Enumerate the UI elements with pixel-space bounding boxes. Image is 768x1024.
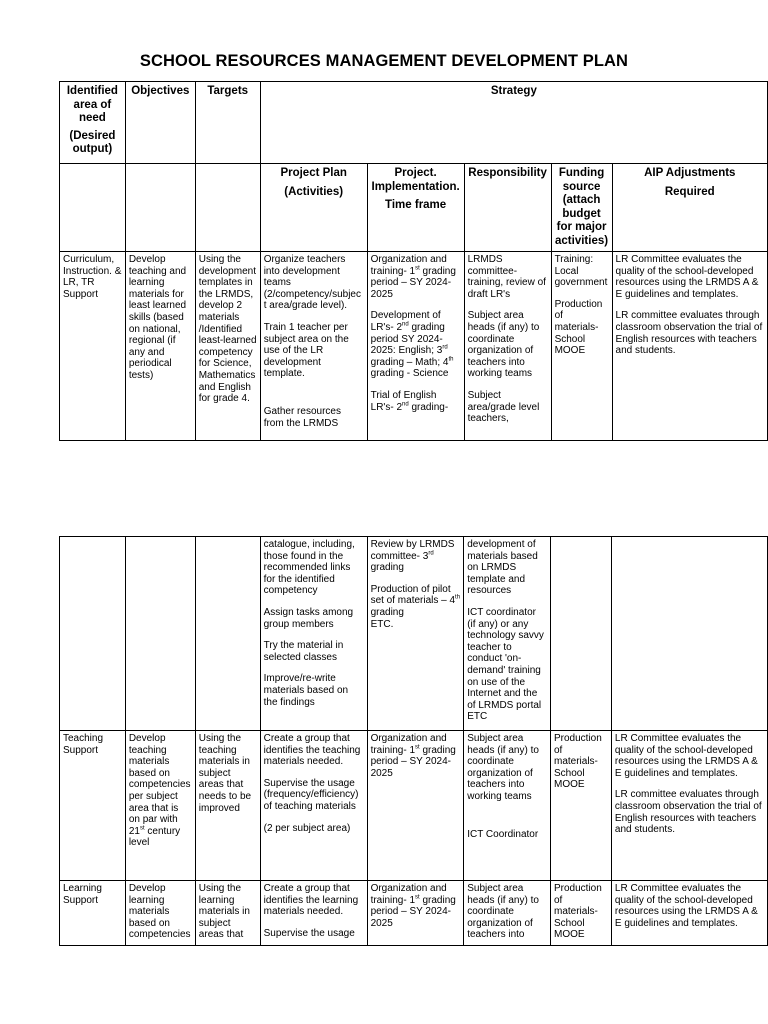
header-implementation: Project. Implementation. Time frame — [367, 164, 464, 252]
cell-need: Curriculum, Instruction. & LR, TR Support — [60, 252, 126, 441]
cell-plan: Organize teachers into development teams (2/competency/subjec t area/grade level). Train 1 teacher per subject area on the use of the LR development template. Gather resources from the LRMDS — [260, 252, 367, 441]
cell-need: Teaching Support — [60, 731, 126, 881]
header-funding: Funding source (attach budget for major activities) — [551, 164, 612, 252]
header-strategy: Strategy — [260, 82, 767, 164]
cell-aip: LR Committee evaluates the quality of the school-developed resources using the LRMDS A & E guidelines and templates. — [611, 881, 767, 946]
cell-plan: catalogue, including, those found in the recommended links for the identified competency Assign tasks among group members Try the material in selected classes Improve/re-write materials based on the findings — [260, 537, 367, 731]
header-identified-need: Identified area of need (Desired output) — [60, 82, 126, 164]
table-row — [60, 252, 768, 441]
header-responsibility: Responsibility — [464, 164, 551, 252]
cell-aip: LR Committee evaluates the quality of the school-developed resources using the LRMDS A & E guidelines and templates. LR committee evaluates through classroom observation the trial of English resources with teachers and students. — [611, 731, 767, 881]
table-row — [60, 537, 768, 731]
plan-table-page-2 — [59, 536, 768, 946]
plan-table-page-1 — [59, 81, 768, 441]
cell-aip: LR Committee evaluates the quality of the school-developed resources using the LRMDS A & E guidelines and templates. LR committee evaluates through classroom observation the trial of English resources with teachers and students. — [612, 252, 767, 441]
cell-need: Learning Support — [60, 881, 126, 946]
cell-targets: Using the development templates in the LRMDS, develop 2 materials /Identified least-learned competency for Science, Mathematics and English for grade 4. — [195, 252, 260, 441]
cell-implementation: Organization and training- 1st grading period – SY 2024-2025 Development of LR's- 2nd grading period SY 2024-2025: English; 3rd grading – Math; 4th grading - Science Trial of English LR's- 2nd grading- — [367, 252, 464, 441]
cell-responsibility: development of materials based on LRMDS template and resources ICT coordinator (if any) or any technology savvy teacher to conduct 'on-demand' training on use of the Internet and the of LRMDS portal ETC — [464, 537, 551, 731]
cell-objectives: Develop teaching and learning materials for least learned skills (based on national, regional (if any and periodical tests) — [125, 252, 195, 441]
table-row — [60, 881, 768, 946]
cell-targets: Using the learning materials in subject areas that — [195, 881, 260, 946]
cell-plan: Create a group that identifies the learning materials needed. Supervise the usage — [260, 881, 367, 946]
header-aip: AIP Adjustments Required — [612, 164, 767, 252]
cell-responsibility: LRMDS committee- training, review of draft LR's Subject area heads (if any) to coordinate organization of teachers into working teams Subject area/grade level teachers, — [464, 252, 551, 441]
cell-plan: Create a group that identifies the teaching materials needed. Supervise the usage (frequency/efficiency) of teaching materials (2 per subject area) — [260, 731, 367, 881]
cell-implementation: Organization and training- 1st grading period – SY 2024-2025 — [367, 881, 464, 946]
cell-funding: Production of materials- School MOOE — [550, 881, 611, 946]
cell-implementation: Organization and training- 1st grading period – SY 2024-2025 — [367, 731, 464, 881]
cell-funding: Production of materials- School MOOE — [550, 731, 611, 881]
cell-responsibility: Subject area heads (if any) to coordinate organization of teachers into working teams ICT Coordinator — [464, 731, 551, 881]
cell-implementation: Review by LRMDS committee- 3rd grading Production of pilot set of materials – 4th grading ETC. — [367, 537, 464, 731]
header-objectives: Objectives — [125, 82, 195, 164]
header-targets: Targets — [195, 82, 260, 164]
header-project-plan: Project Plan (Activities) — [260, 164, 367, 252]
cell-responsibility: Subject area heads (if any) to coordinate organization of teachers into — [464, 881, 551, 946]
page-title: SCHOOL RESOURCES MANAGEMENT DEVELOPMENT PLAN — [139, 52, 629, 70]
cell-objectives: Develop learning materials based on competencies — [125, 881, 195, 946]
cell-objectives: Develop teaching materials based on competencies per subject area that is on par with 21st century level — [125, 731, 195, 881]
cell-targets: Using the teaching materials in subject areas that needs to be improved — [195, 731, 260, 881]
table-row — [60, 731, 768, 881]
cell-funding: Training: Local government Production of materials- School MOOE — [551, 252, 612, 441]
